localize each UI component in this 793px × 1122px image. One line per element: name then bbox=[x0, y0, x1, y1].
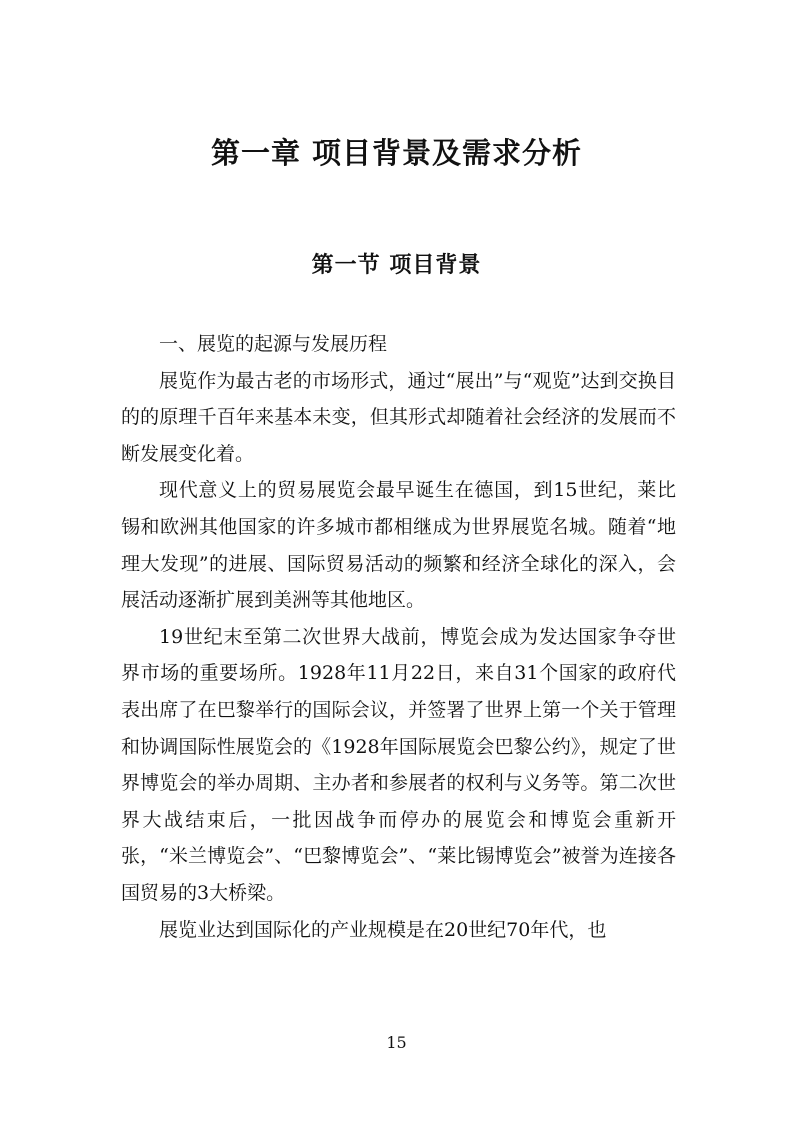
section-title: 第一节 项目背景 bbox=[311, 252, 482, 278]
paragraph: 展览作为最古老的市场形式，通过“展出”与“观览”达到交换目的的原理千百年来基本未变，但其形式却随着社会经济的发展而不断发展变化着。 bbox=[121, 369, 676, 465]
page-number: 15 bbox=[386, 1033, 407, 1052]
chapter-title: 第一章 项目背景及需求分析 bbox=[210, 136, 583, 170]
paragraph: 19世纪末至第二次世界大战前，博览会成为发达国家争夺世界市场的重要场所。1928年11月22日，来自31个国家的政府代表出席了在巴黎举行的国际会议，并签署了世界上第一个关于管理和协调国际性展览会的《1928年国际展览会巴黎公约》，规定了世界博览会的举办周期、主办者和参展者的权利与义务等。第二次世界大战结束后，一批因战争而停办的展览会和博览会重新开张，“米兰博览会”、“巴黎博览会”、“莱比锡博览会”被誉为连接各国贸易的3大桥梁。 bbox=[121, 625, 676, 904]
body-text bbox=[121, 326, 676, 948]
paragraph: 现代意义上的贸易展览会最早诞生在德国，到15世纪，莱比锡和欧洲其他国家的许多城市都相继成为世界展览名城。随着“地理大发现”的进展、国际贸易活动的频繁和经济全球化的深入，会展活动逐渐扩展到美洲等其他地区。 bbox=[121, 479, 676, 612]
subheading: 一、展览的起源与发展历程 bbox=[159, 333, 388, 355]
paragraph: 展览业达到国际化的产业规模是在20世纪70年代，也 bbox=[159, 918, 607, 941]
